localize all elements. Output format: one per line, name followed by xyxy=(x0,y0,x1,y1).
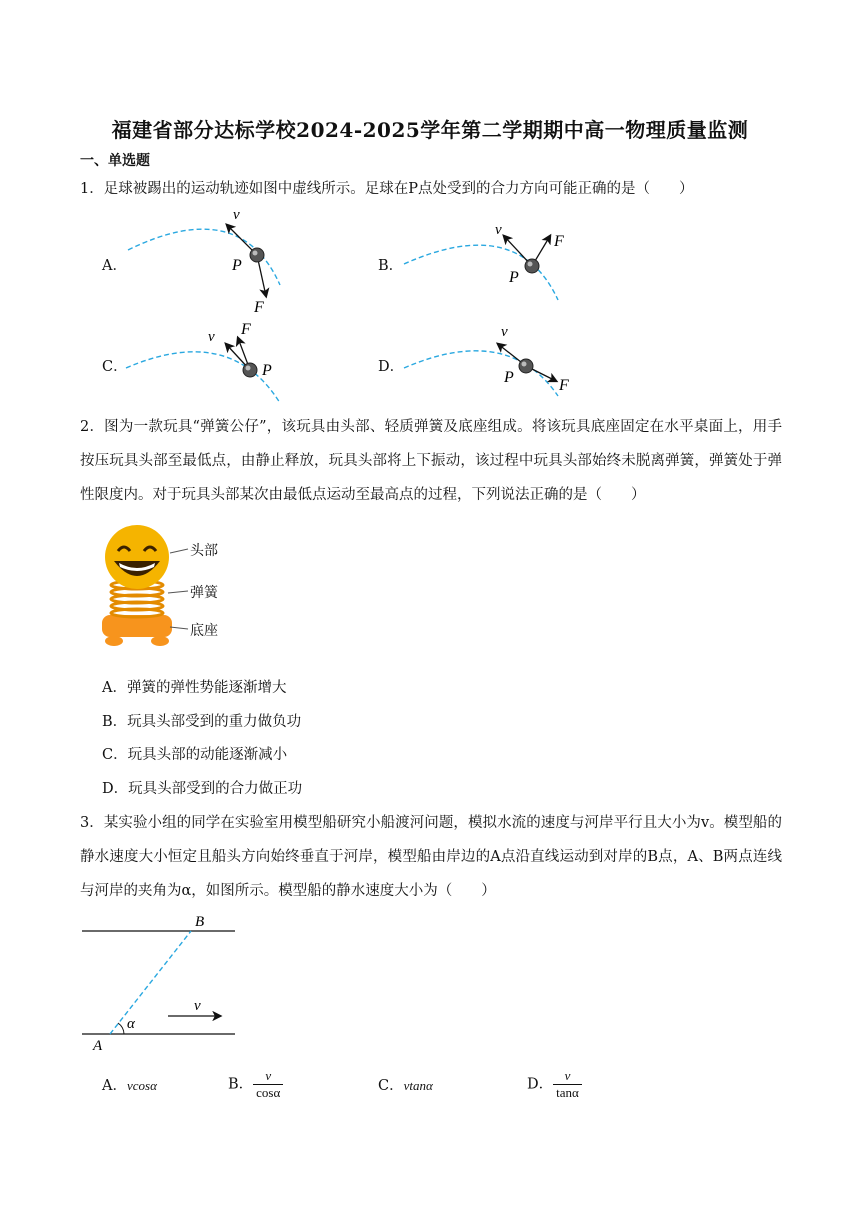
svg-text:B: B xyxy=(195,914,205,930)
q1-option-d-figure xyxy=(398,318,588,398)
q2-option-c: C．玩具头部的动能逐渐减小 xyxy=(102,747,288,763)
svg-text:v: v xyxy=(208,329,215,345)
q2-label-head: 头部 xyxy=(190,543,218,559)
svg-text:α: α xyxy=(127,1016,135,1032)
q2-label-base: 底座 xyxy=(190,623,218,639)
svg-text:F: F xyxy=(559,377,569,394)
section-heading: 一、单选题 xyxy=(80,153,150,169)
q3-option-a: A．vcosα xyxy=(102,1078,157,1094)
q1-option-b-label: B． xyxy=(378,258,404,274)
svg-text:F: F xyxy=(254,299,264,315)
svg-text:P: P xyxy=(509,269,519,286)
q1-option-a-label: A． xyxy=(102,258,127,274)
q1-option-a-figure xyxy=(120,200,310,315)
q1-option-c-figure xyxy=(120,318,310,408)
svg-text:P: P xyxy=(232,257,242,274)
svg-text:v: v xyxy=(495,222,502,238)
question-2-stem: 2．图为一款玩具“弹簧公仔”，该玩具由头部、轻质弹簧及底座组成。将该玩具底座固定在水平桌面上，用手按压玩具头部至最低点，由静止释放，玩具头部将上下振动，该过程中玩具头部始终未脱离弹簧，弹簧处于弹性限度内。对于玩具头部某次由最低点运动至最高点的过程，下列说法正确的是（ ） xyxy=(80,419,782,503)
question-1-stem: 1．足球被踢出的运动轨迹如图中虚线所示。足球在P点处受到的合力方向可能正确的是（ ） xyxy=(80,181,694,197)
q3-option-d: D． $\frac{v}{\tan\alpha}$ xyxy=(527,1068,582,1101)
svg-text:v: v xyxy=(194,998,201,1014)
q1-option-d-label: D． xyxy=(378,359,405,375)
q3-option-b: B． $\frac{v}{\cos\alpha}$ xyxy=(228,1068,283,1101)
svg-text:v: v xyxy=(501,324,508,340)
q1-option-b-figure xyxy=(398,218,588,313)
q2-option-b: B．玩具头部受到的重力做负功 xyxy=(102,714,302,730)
q3-river-figure xyxy=(78,908,248,1058)
svg-text:P: P xyxy=(262,362,272,379)
q2-spring-toy-figure xyxy=(92,525,252,655)
svg-text:A: A xyxy=(93,1038,103,1054)
q1-option-c-label: C． xyxy=(102,359,128,375)
svg-text:P: P xyxy=(504,369,514,386)
q2-option-a: A．弹簧的弹性势能逐渐增大 xyxy=(102,680,287,696)
q3-option-c: C．vtanα xyxy=(378,1078,433,1094)
q2-label-spring: 弹簧 xyxy=(190,585,218,601)
question-3-stem: 3．某实验小组的同学在实验室用模型船研究小船渡河问题，模拟水流的速度与河岸平行且大小为v。模型船的静水速度大小恒定且船头方向始终垂直于河岸，模型船由岸边的A点沿直线运动到对岸的B点，A、B两点连线与河岸的夹角为α，如图所示。模型船的静水速度大小为（ ） xyxy=(80,815,782,899)
page-title: 福建省部分达标学校2024-2025学年第二学期期中高一物理质量监测 xyxy=(111,118,749,142)
svg-text:F: F xyxy=(554,233,564,250)
q1a-v-label: v xyxy=(233,207,240,223)
svg-text:F: F xyxy=(241,321,251,338)
q2-option-d: D．玩具头部受到的合力做正功 xyxy=(102,781,303,797)
